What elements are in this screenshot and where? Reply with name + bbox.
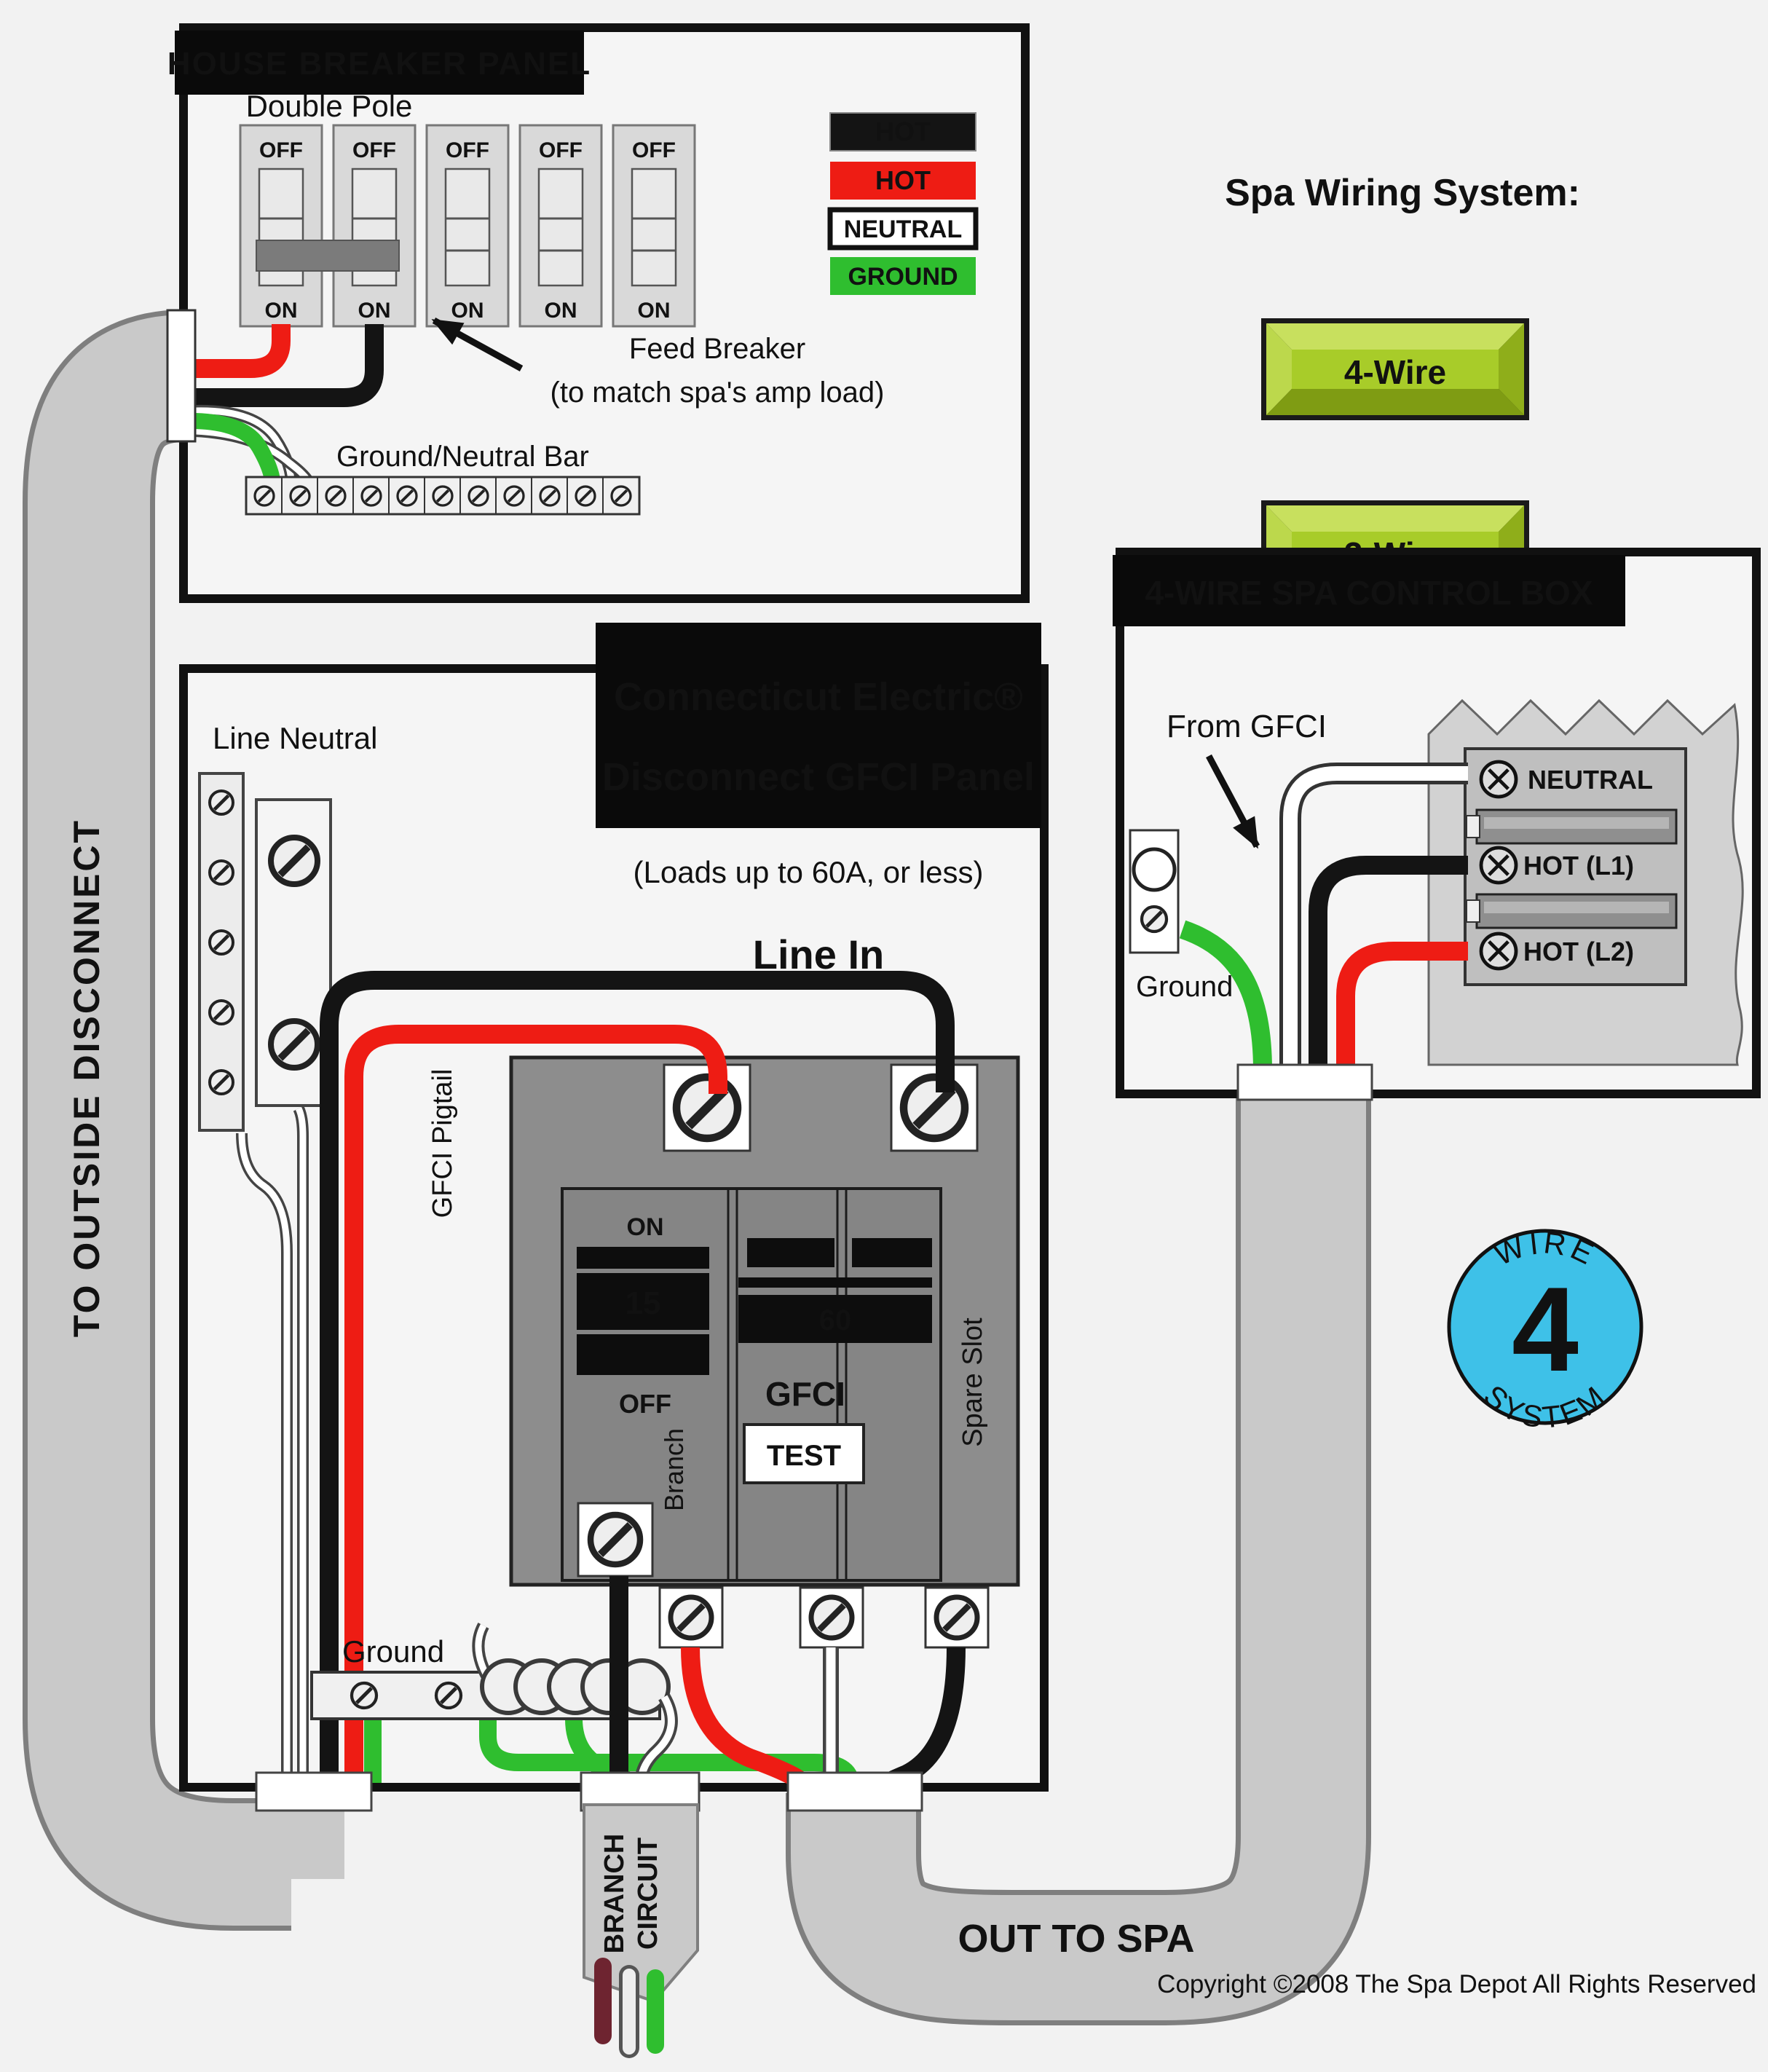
branch-circuit-label-line2: CIRCUIT	[633, 1837, 663, 1950]
loads-note: (Loads up to 60A, or less)	[633, 855, 984, 889]
house-panel-title: HOUSE BREAKER PANEL	[167, 46, 592, 82]
feed-breaker-label: Feed Breaker	[628, 333, 806, 365]
main-amp-rating: 60	[818, 1304, 852, 1336]
breaker-switch-row	[240, 125, 695, 326]
feed-breaker-note: (to match spa's amp load)	[550, 377, 885, 409]
load-terminal-3	[926, 1588, 988, 1647]
breaker-switch-5	[613, 125, 695, 326]
breaker-off-label: OFF	[539, 138, 583, 162]
line-terminal-left	[664, 1065, 750, 1151]
spa-slot-tab-2	[1467, 900, 1480, 922]
legend-neutral-label: NEUTRAL	[843, 216, 963, 243]
breaker-on-label: ON	[637, 299, 671, 323]
four-wire-system-badge	[1449, 1225, 1641, 1435]
line-terminal-right	[891, 1065, 977, 1151]
branch-load-terminal	[578, 1503, 652, 1576]
spa-ground-label: Ground	[1136, 971, 1234, 1003]
breaker-off-label: OFF	[446, 138, 489, 162]
spa-terminal-hot-l2-label: HOT (L2)	[1523, 937, 1634, 966]
branch-circuit-label-line1: BRANCH	[599, 1833, 630, 1954]
copyright-text: Copyright ©2008 The Spa Depot All Rights Reserved	[1157, 1970, 1756, 1998]
breaker-switch-1	[240, 125, 322, 326]
main-handle-right	[852, 1238, 932, 1267]
legend-ground-label: GROUND	[848, 263, 958, 291]
breaker-off-label: OFF	[632, 138, 676, 162]
spa-slot-bar-1-highlight	[1484, 817, 1669, 829]
conduit-fitting-spa	[1238, 1065, 1372, 1100]
ground-neutral-bar	[246, 477, 639, 514]
conduit-fitting-house	[167, 310, 195, 441]
gfci-disconnect-panel	[183, 623, 1044, 1811]
to-outside-disconnect-label: TO OUTSIDE DISCONNECT	[66, 818, 107, 1338]
spa-ground-terminal	[1130, 830, 1178, 953]
button-bevel-top	[1266, 323, 1524, 350]
spa-box-title: 4-WIRE SPA CONTROL BOX	[1145, 574, 1593, 612]
ground-neutral-bar-label: Ground/Neutral Bar	[336, 441, 589, 473]
line-neutral-bracket	[256, 800, 331, 1106]
four-wire-button-label: 4-Wire	[1343, 353, 1447, 391]
breaker-toggle	[539, 169, 583, 285]
load-terminal-1	[660, 1588, 722, 1647]
breaker-switch-3	[427, 125, 508, 326]
breaker-on-label: ON	[451, 299, 484, 323]
breaker-off-label: OFF	[352, 138, 396, 162]
main-handle-left	[747, 1238, 834, 1267]
branch-amp-rating: 15	[625, 1285, 661, 1321]
legend-hot-black-label: HOT	[875, 117, 931, 146]
line-in-label: Line In	[752, 931, 885, 977]
badge-number: 4	[1512, 1262, 1579, 1396]
gfci-panel-title-line2: Disconnect GFCI Panel	[601, 755, 1035, 799]
branch-handle-top	[577, 1247, 709, 1269]
gfci-panel-title-line1: Connecticut Electric®	[614, 675, 1023, 719]
spa-control-box	[1113, 552, 1756, 1100]
gfci-label: GFCI	[765, 1375, 845, 1413]
test-button-label: TEST	[766, 1440, 842, 1472]
breaker-toggle	[446, 169, 489, 285]
spa-terminal-block	[1465, 749, 1686, 985]
spa-slot-tab-1	[1467, 816, 1480, 838]
branch-handle-bottom	[577, 1334, 709, 1375]
spa-wiring-system-heading: Spa Wiring System:	[1225, 172, 1580, 214]
gfci-branch-on-label: ON	[626, 1213, 664, 1241]
four-wire-button[interactable]	[1261, 318, 1529, 420]
breaker-on-label: ON	[264, 299, 298, 323]
breaker-switch-4	[520, 125, 601, 326]
spa-slot-bar-2-highlight	[1484, 902, 1669, 913]
conduit-fitting-disconnect	[256, 1773, 371, 1811]
breaker-switch-2	[334, 125, 415, 326]
button-bevel-top	[1266, 505, 1524, 532]
gfci-breaker-assembly	[511, 1057, 1018, 1647]
breaker-on-label: ON	[358, 299, 391, 323]
legend-hot-red-label: HOT	[875, 165, 931, 195]
spa-terminal-neutral-label: NEUTRAL	[1528, 765, 1653, 795]
branch-label: Branch	[659, 1427, 689, 1512]
gfci-test-button	[744, 1425, 864, 1483]
main-handle-strip	[738, 1277, 932, 1288]
double-pole-label: Double Pole	[245, 89, 413, 123]
out-to-spa-label: OUT TO SPA	[958, 1917, 1195, 1961]
line-neutral-bar	[200, 773, 243, 1130]
breaker-off-label: OFF	[259, 138, 303, 162]
gfci-branch-off-label: OFF	[619, 1389, 671, 1419]
spare-slot-label: Spare Slot	[958, 1317, 988, 1447]
breaker-toggle	[632, 169, 676, 285]
gfci-ground-label: Ground	[342, 1634, 445, 1669]
load-terminal-2	[800, 1588, 863, 1647]
line-neutral-label: Line Neutral	[213, 721, 378, 755]
badge-top-text: WIRE	[1489, 1225, 1603, 1273]
double-pole-tie-bar	[256, 240, 399, 271]
gfci-pigtail-label: GFCI Pigtail	[427, 1068, 458, 1218]
conduit-fitting-out-to-spa	[788, 1773, 922, 1811]
from-gfci-label: From GFCI	[1167, 709, 1327, 744]
breaker-on-label: ON	[544, 299, 577, 323]
badge-bottom-text: SYSTEM	[1477, 1378, 1614, 1435]
button-bevel-bottom	[1266, 389, 1524, 415]
spa-terminal-hot-l1-label: HOT (L1)	[1523, 851, 1634, 881]
branch-circuit-conduit	[584, 1805, 698, 2048]
